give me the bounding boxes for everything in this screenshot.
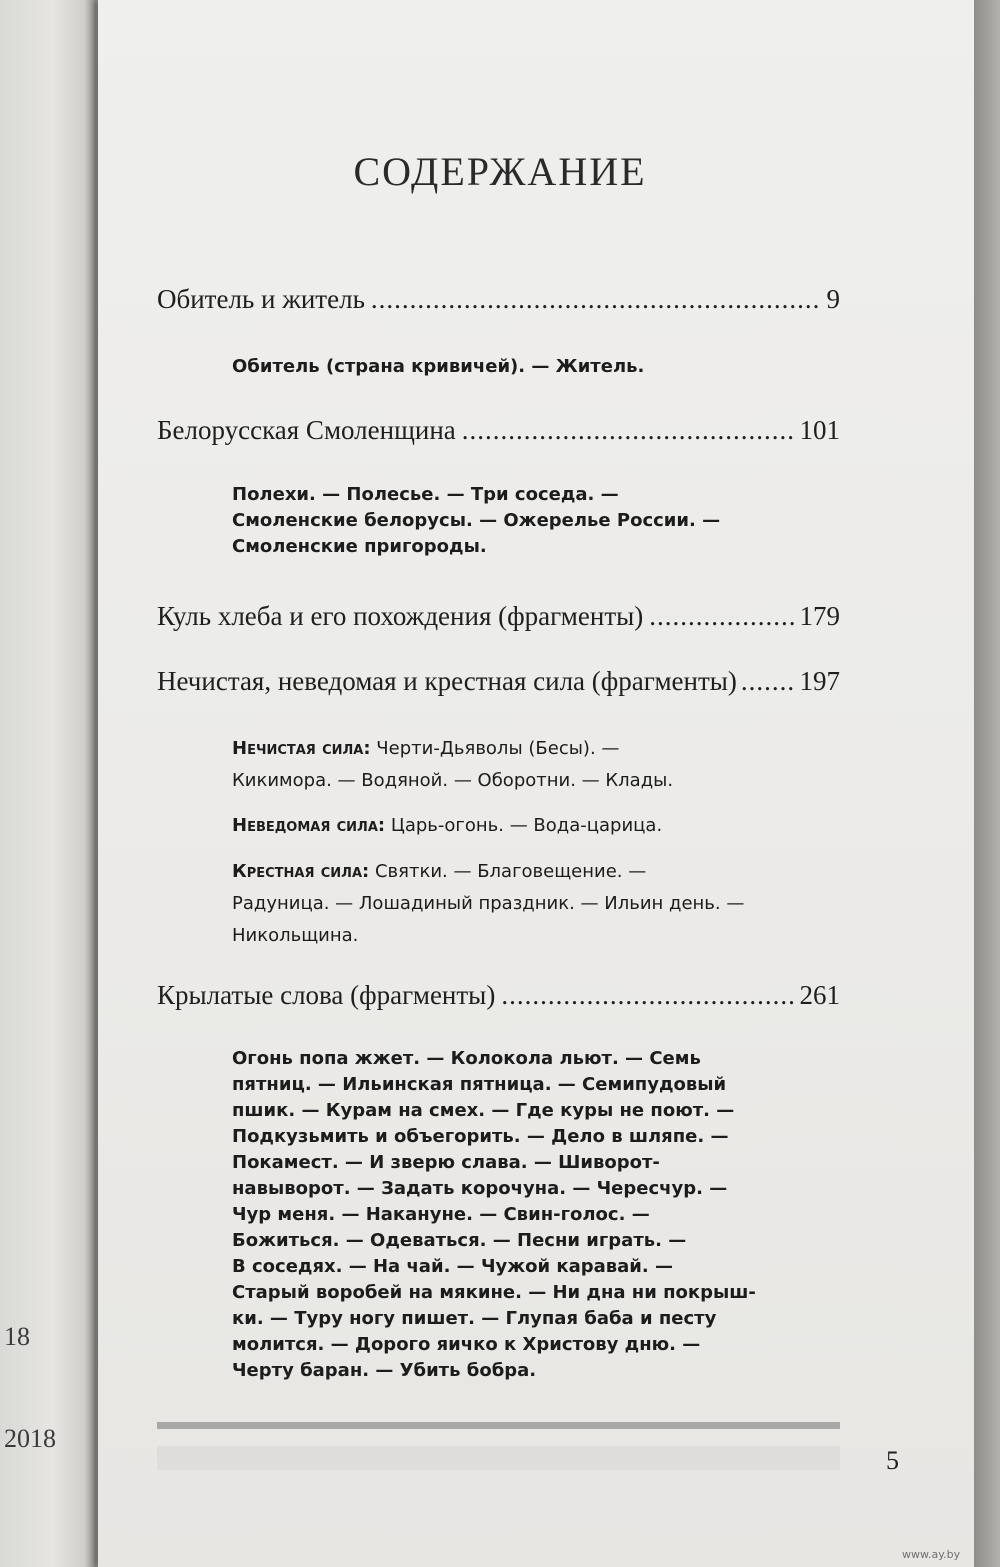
toc-subentry-line: Смоленские белорусы. — Ожерелье России. — <box>232 510 721 531</box>
toc-entry-page: 9 <box>826 284 840 314</box>
toc-subgroup <box>232 856 832 952</box>
toc-entry-title: Нечистая, неведомая и крестная сила (фрагменты) <box>157 666 737 696</box>
toc-subentry-line: Черти-Дьяволы (Бесы). — <box>376 738 620 759</box>
toc-subentry-line: Огонь попа жжет. — Колокола льют. — Семь <box>232 1048 701 1069</box>
previous-page-fragment: 18 <box>4 1322 30 1351</box>
toc-entry[interactable] <box>157 415 840 446</box>
toc-subentry-line: Смоленские пригороды. <box>232 536 487 557</box>
toc-subgroup-heading: Неведомая сила: <box>232 815 386 836</box>
toc-leader-dots <box>501 980 793 1011</box>
toc-entry-page: 101 <box>799 415 840 445</box>
toc-subgroup-heading: Крестная сила: <box>232 861 370 882</box>
toc-subentry-line: Покамест. — И зверю слава. — Шиворот- <box>232 1152 660 1173</box>
toc-subgroup <box>232 733 832 797</box>
toc-subgroup-heading: Нечистая сила: <box>232 738 371 759</box>
toc-entry-title: Белорусская Смоленщина <box>157 415 456 445</box>
footer-rule <box>157 1422 840 1429</box>
toc-entry-title: Крылатые слова (фрагменты) <box>157 980 496 1010</box>
toc-subentry-line: Старый воробей на мякине. — Ни дна ни покрыш- <box>232 1282 756 1303</box>
toc-subentry-line: пшик. — Курам на смех. — Где куры не поют. — <box>232 1100 735 1121</box>
toc-entry[interactable] <box>157 284 840 315</box>
toc-subentries <box>232 482 832 560</box>
toc-subentry-line: ки. — Туру ногу пишет. — Глупая баба и песту <box>232 1308 717 1329</box>
toc-leader-dots <box>462 415 794 446</box>
toc-entry[interactable] <box>157 666 840 697</box>
toc-subentry-line: Подкузьмить и объегорить. — Дело в шляпе. — <box>232 1126 729 1147</box>
previous-page-edge <box>0 0 96 1567</box>
toc-subgroup <box>232 810 832 842</box>
toc-subentry-line: Полехи. — Полесье. — Три соседа. — <box>232 484 619 505</box>
toc-subentry-line: Святки. — Благовещение. — <box>374 861 647 882</box>
toc-subentries <box>232 1046 832 1384</box>
toc-leader-dots <box>371 284 821 315</box>
toc-leader-dots <box>649 601 793 632</box>
watermark: www.ay.by <box>902 1548 961 1561</box>
toc-entry[interactable] <box>157 980 840 1011</box>
toc-subentry-line: Черту баран. — Убить бобра. <box>232 1360 537 1381</box>
page-number: 5 <box>886 1446 899 1475</box>
toc-entry-page: 261 <box>799 980 840 1010</box>
page-edge-shadow <box>974 0 1000 1567</box>
footer-band <box>157 1446 840 1470</box>
toc-subentry-line: Божиться. — Одеваться. — Песни играть. — <box>232 1230 687 1251</box>
toc-entry-title: Куль хлеба и его похождения (фрагменты) <box>157 601 644 631</box>
toc-leader-dots <box>741 666 796 697</box>
toc-subentries <box>232 354 832 380</box>
toc-subentry-line: Кикимора. — Водяной. — Оборотни. — Клады. <box>232 770 674 791</box>
toc-entry-page: 179 <box>799 601 840 631</box>
toc-subentry-line: Радуница. — Лошадиный праздник. — Ильин день. — <box>232 893 745 914</box>
toc-entry-page: 197 <box>799 666 840 696</box>
toc-subentry-line: Обитель (страна кривичей). — Житель. <box>232 356 645 377</box>
toc-entry[interactable] <box>157 601 840 632</box>
toc-subentry-line: молится. — Дорого яичко к Христову дню. — <box>232 1334 701 1355</box>
toc-subentry-line: Никольщина. <box>232 925 359 946</box>
toc-subentry-line: Царь-огонь. — Вода-царица. <box>390 815 663 836</box>
toc-subentry-line: Чур меня. — Накануне. — Свин-голос. — <box>232 1204 650 1225</box>
previous-page-fragment: 2018 <box>4 1424 56 1453</box>
toc-subentry-line: В соседях. — На чай. — Чужой каравай. — <box>232 1256 674 1277</box>
toc-subentry-line: пятниц. — Ильинская пятница. — Семипудовый <box>232 1074 727 1095</box>
page-title: СОДЕРЖАНИЕ <box>353 149 647 194</box>
toc-entry-title: Обитель и житель <box>157 284 365 314</box>
toc-subentry-line: навыворот. — Задать корочуна. — Чересчур. — <box>232 1178 728 1199</box>
